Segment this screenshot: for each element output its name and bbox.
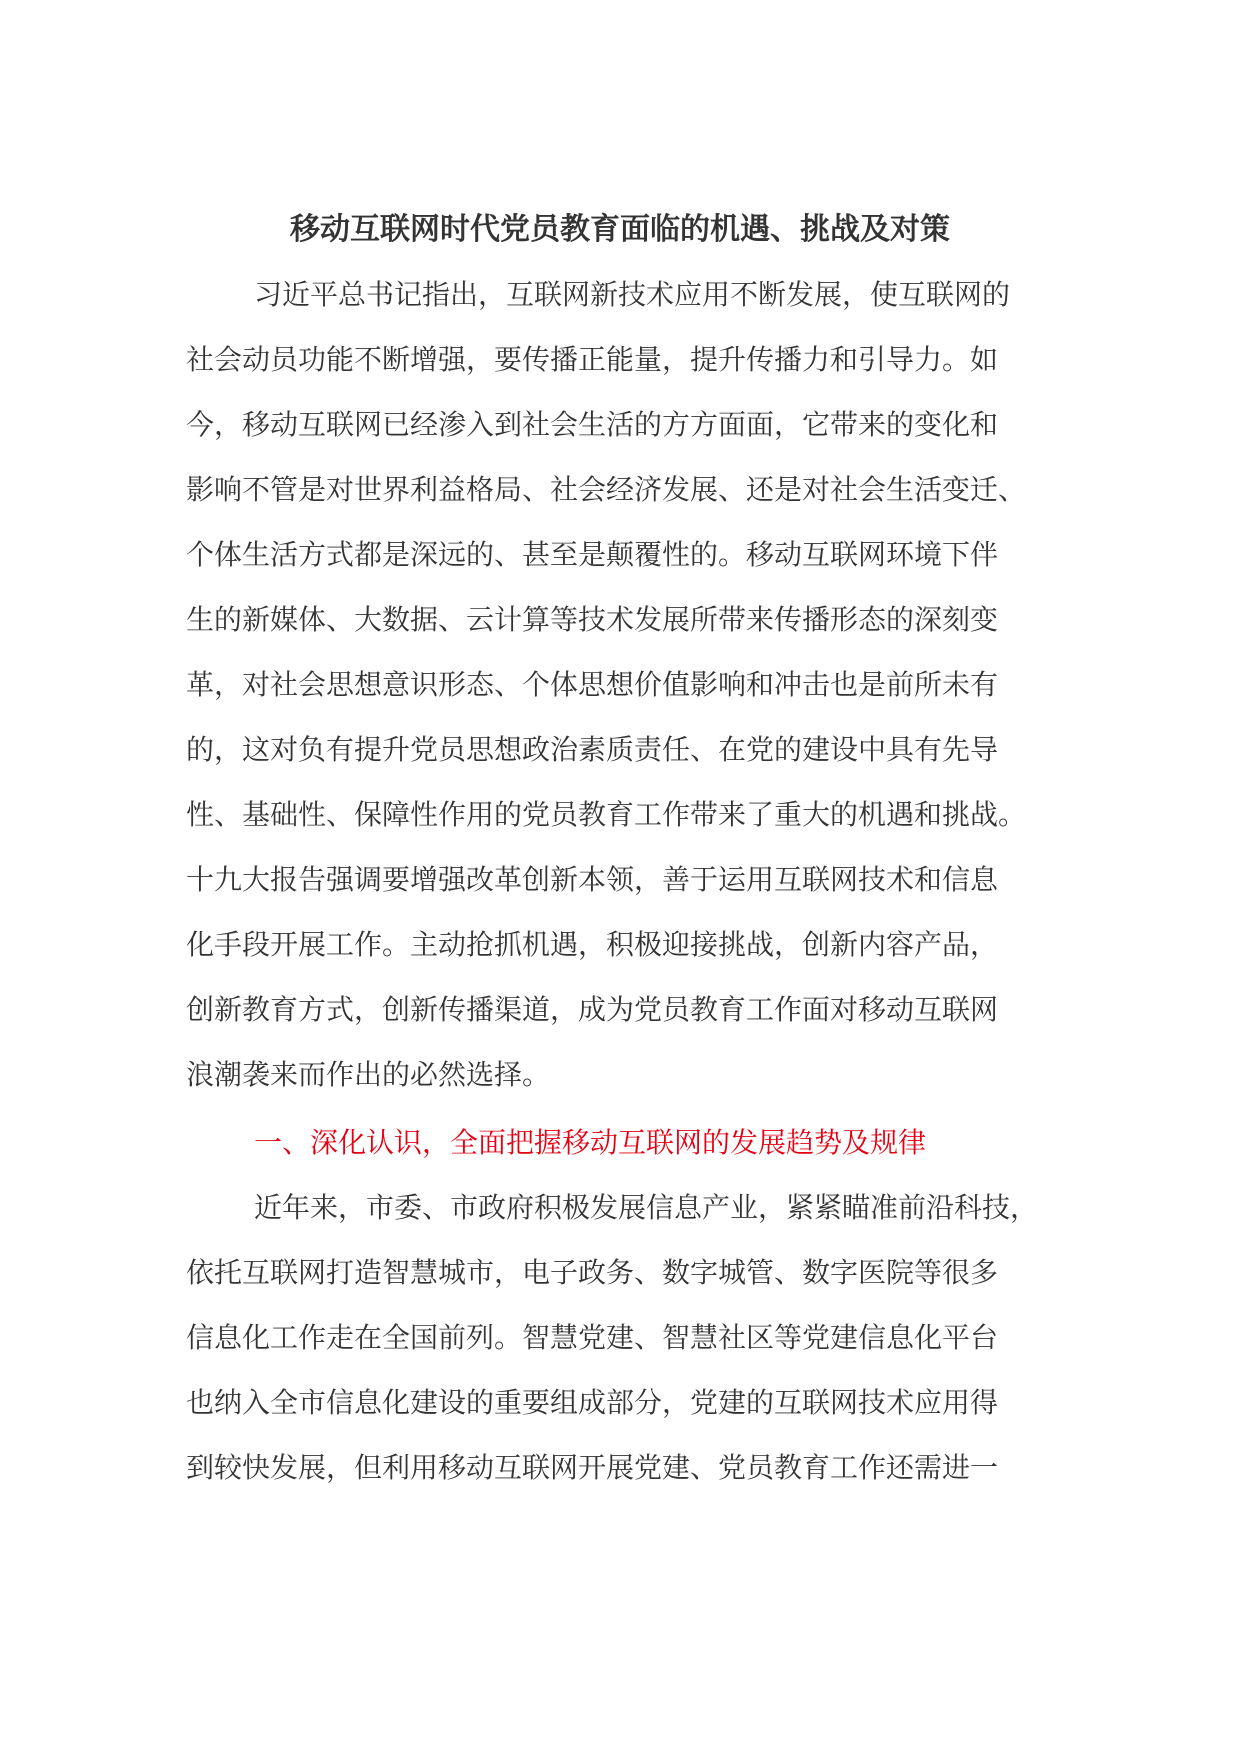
paragraph-line: 个体生活方式都是深远的、甚至是颠覆性的。移动互联网环境下伴	[186, 538, 999, 571]
paragraph-line: 习近平总书记指出，互联网新技术应用不断发展，使互联网的	[254, 278, 1011, 311]
paragraph-line: 化手段开展工作。主动抢抓机遇，积极迎接挑战，创新内容产品，	[186, 928, 999, 961]
paragraph-line: 革，对社会思想意识形态、个体思想价值影响和冲击也是前所未有	[186, 668, 999, 701]
paragraph-line: 依托互联网打造智慧城市，电子政务、数字城管、数字医院等很多	[186, 1256, 999, 1289]
paragraph-line: 创新教育方式，创新传播渠道，成为党员教育工作面对移动互联网	[186, 993, 999, 1026]
paragraph-line: 性、基础性、保障性作用的党员教育工作带来了重大的机遇和挑战。	[186, 798, 1027, 831]
paragraph-line: 社会动员功能不断增强，要传播正能量，提升传播力和引导力。如	[186, 343, 999, 376]
paragraph-line: 今，移动互联网已经渗入到社会生活的方方面面，它带来的变化和	[186, 408, 999, 441]
paragraph-line: 浪潮袭来而作出的必然选择。	[186, 1058, 551, 1091]
paragraph-line: 到较快发展，但利用移动互联网开展党建、党员教育工作还需进一	[186, 1451, 999, 1484]
section-heading: 一、深化认识，全面把握移动互联网的发展趋势及规律	[254, 1126, 927, 1159]
section-block	[186, 1110, 1056, 1175]
document-title: 移动互联网时代党员教育面临的机遇、挑战及对策	[290, 212, 950, 247]
paragraph-section1	[186, 1175, 1056, 1500]
paragraph-line: 影响不管是对世界利益格局、社会经济发展、还是对社会生活变迁、	[186, 473, 1027, 506]
paragraph-line: 近年来，市委、市政府积极发展信息产业，紧紧瞄准前沿科技，	[254, 1191, 1039, 1224]
paragraph-line: 的，这对负有提升党员思想政治素质责任、在党的建设中具有先导	[186, 733, 999, 766]
paragraph-intro	[186, 262, 1056, 1107]
paragraph-line: 十九大报告强调要增强改革创新本领，善于运用互联网技术和信息	[186, 863, 999, 896]
paragraph-line: 生的新媒体、大数据、云计算等技术发展所带来传播形态的深刻变	[186, 603, 999, 636]
paragraph-line: 信息化工作走在全国前列。智慧党建、智慧社区等党建信息化平台	[186, 1321, 999, 1354]
paragraph-line: 也纳入全市信息化建设的重要组成部分，党建的互联网技术应用得	[186, 1386, 999, 1419]
